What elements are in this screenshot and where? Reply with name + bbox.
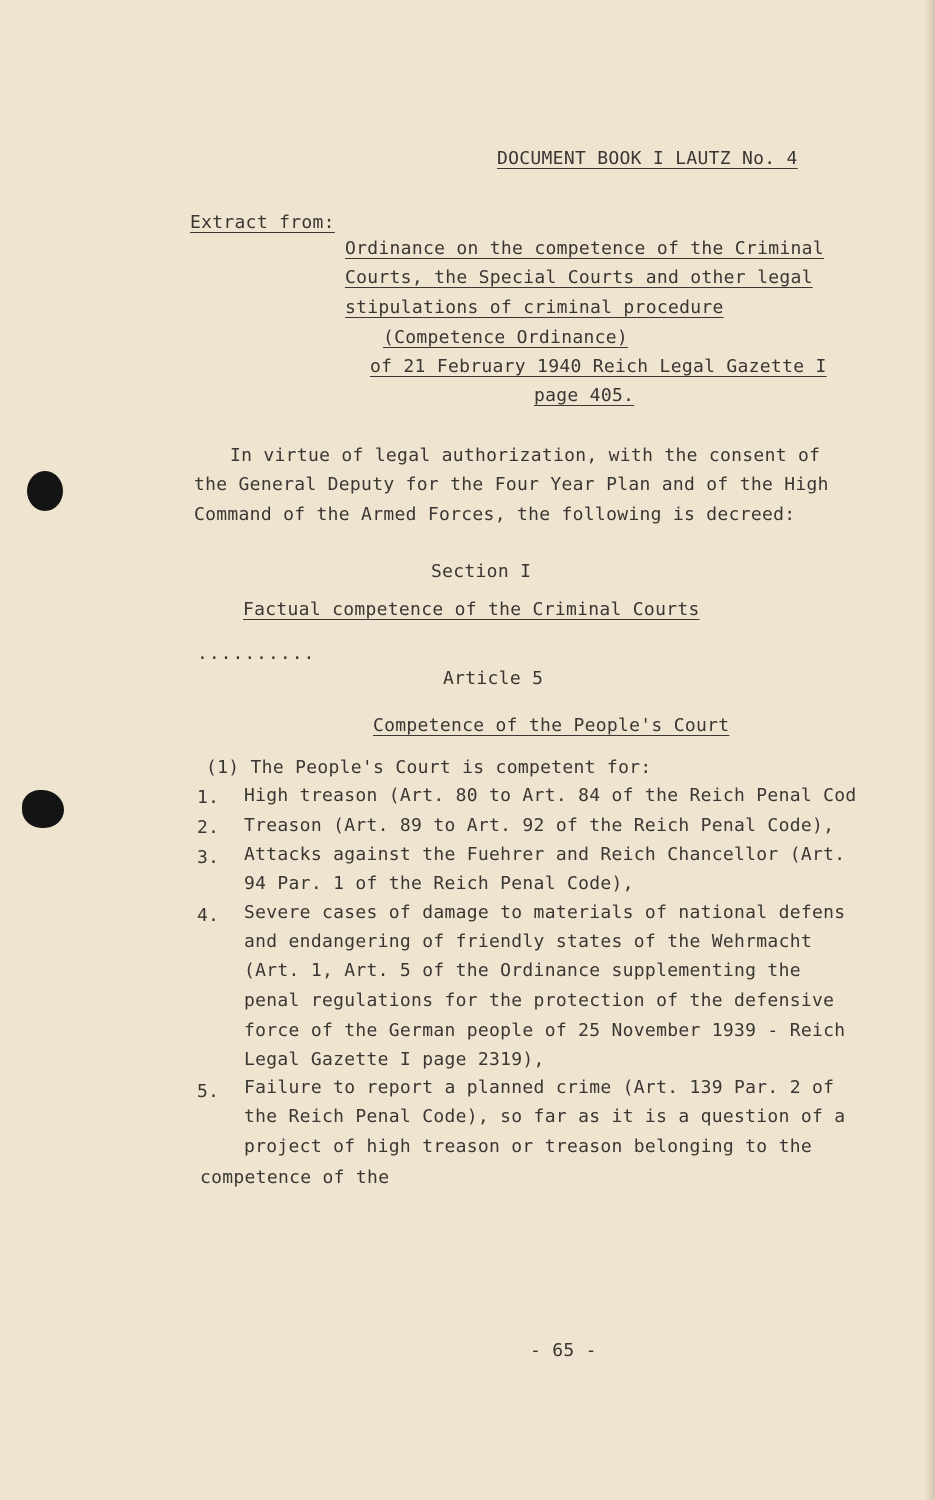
page-edge-shadow [925,0,935,1500]
item-line: penal regulations for the protection of the defensive [244,990,835,1011]
ordinance-title-line-6: page 405. [534,385,635,406]
trailing-line: competence of the [200,1167,390,1188]
item-line: (Art. 1, Art. 5 of the Ordinance supplementing the [244,960,801,981]
document-reference: DOCUMENT BOOK I LAUTZ No. 4 [497,148,798,169]
preamble-line-2: the General Deputy for the Four Year Plan and of the High [194,474,829,495]
item-line: project of high treason or treason belonging to the [244,1136,812,1157]
punch-hole-icon [27,471,63,511]
article-label: Article 5 [443,668,544,689]
item-line: Failure to report a planned crime (Art. 139 Par. 2 of [244,1077,835,1098]
article-title: Competence of the People's Court [373,715,730,736]
ordinance-title-line-3: stipulations of criminal procedure [345,297,724,318]
item-number: 2. [197,817,220,838]
preamble-line-1: In virtue of legal authorization, with the consent of [230,445,821,466]
item-line: Attacks against the Fuehrer and Reich Chancellor (Art. [244,844,846,865]
section-title: Factual competence of the Criminal Courts [243,599,700,620]
ellipsis: .......... [197,643,316,664]
punch-hole-icon [22,790,64,828]
item-line: the Reich Penal Code), so far as it is a question of a [244,1106,846,1127]
extract-label: Extract from: [190,212,335,233]
item-line: High treason (Art. 80 to Art. 84 of the Reich Penal Cod [244,785,857,806]
item-line: Severe cases of damage to materials of national defens [244,902,846,923]
ordinance-title-line-1: Ordinance on the competence of the Criminal [345,238,824,259]
item-number: 5. [197,1081,220,1102]
item-number: 4. [197,905,220,926]
page-number: - 65 - [530,1340,597,1361]
preamble-line-3: Command of the Armed Forces, the following is decreed: [194,504,796,525]
item-number: 1. [197,787,220,808]
ordinance-title-line-2: Courts, the Special Courts and other legal [345,267,813,288]
item-line: Legal Gazette I page 2319), [244,1049,545,1070]
section-label: Section I [431,561,532,582]
item-line: Treason (Art. 89 to Art. 92 of the Reich Penal Code), [244,815,835,836]
item-line: force of the German people of 25 November 1939 - Reich [244,1020,846,1041]
ordinance-title-line-5: of 21 February 1940 Reich Legal Gazette I [370,356,827,377]
item-line: and endangering of friendly states of the Wehrmacht [244,931,812,952]
ordinance-title-line-4: (Competence Ordinance) [383,327,629,348]
paragraph-intro: (1) The People's Court is competent for: [206,757,652,778]
item-line: 94 Par. 1 of the Reich Penal Code), [244,873,634,894]
item-number: 3. [197,847,220,868]
